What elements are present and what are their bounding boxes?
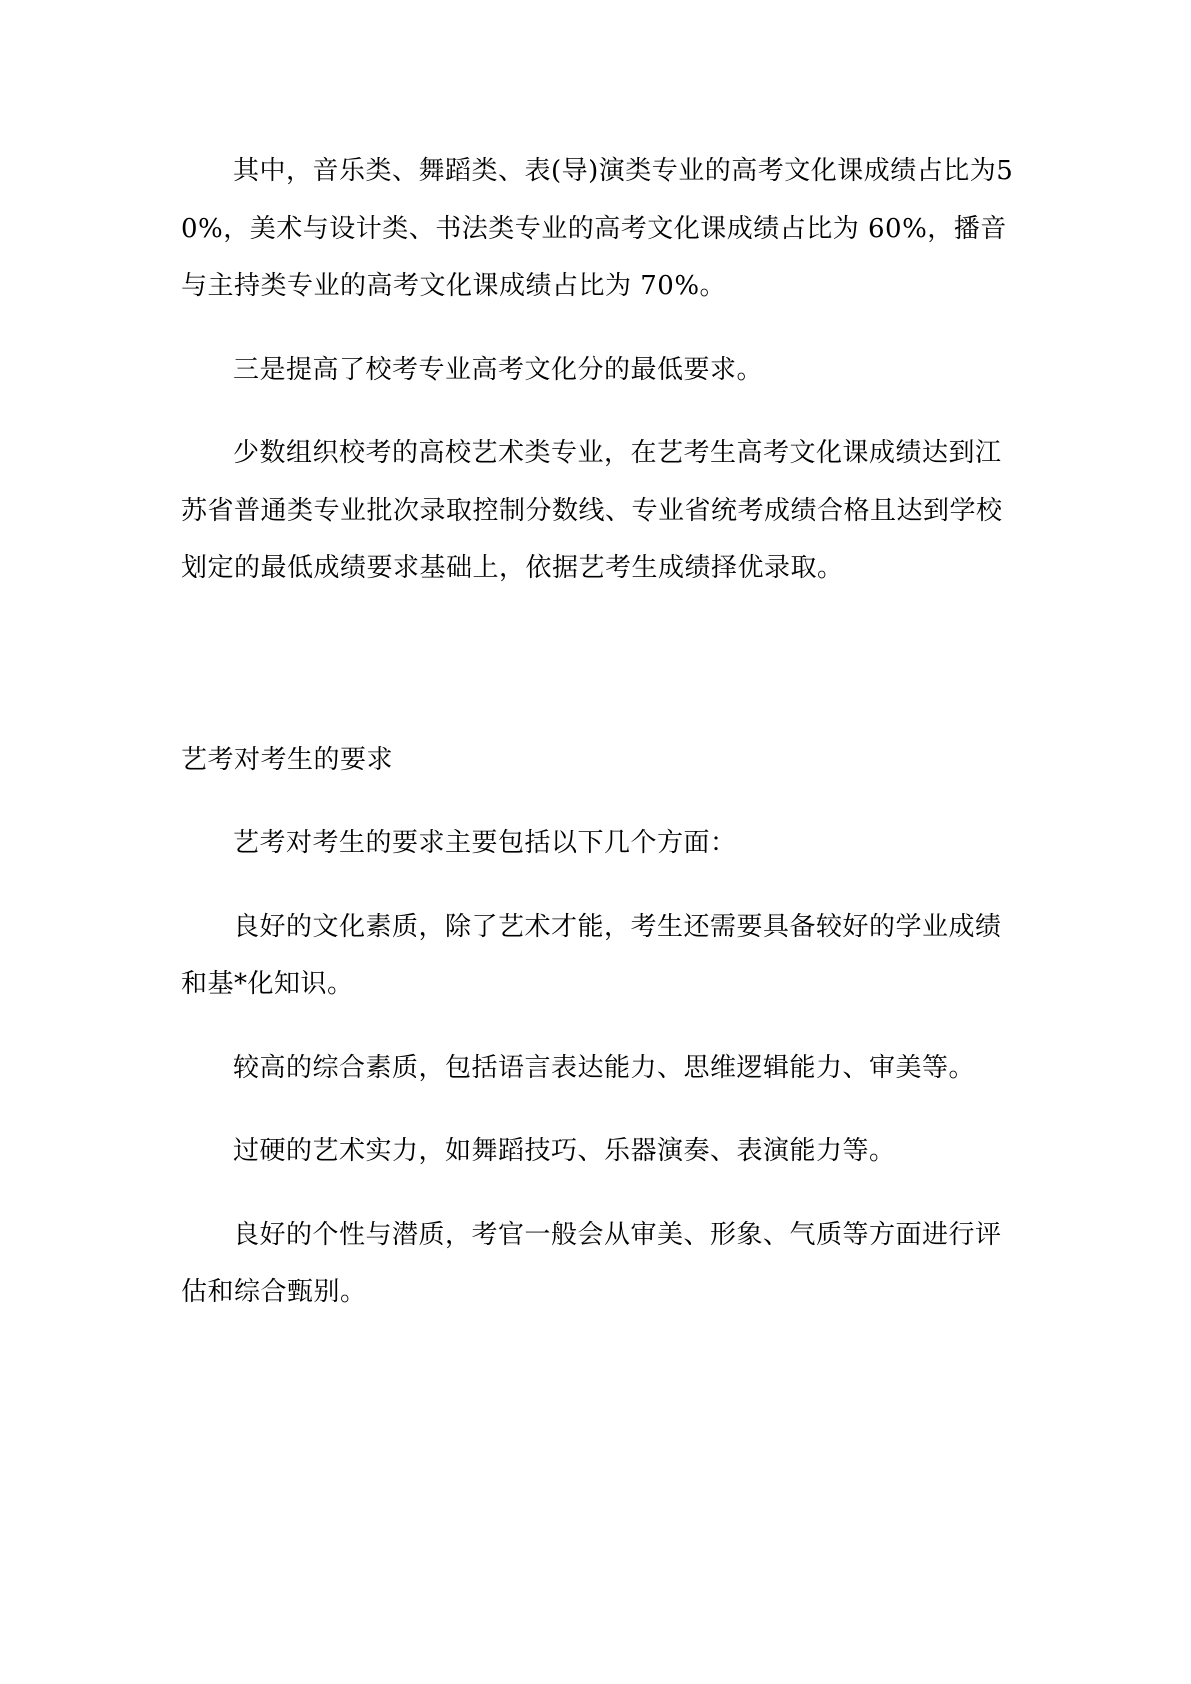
paragraph-culture-quality: 良好的文化素质，除了艺术才能，考生还需要具备较好的学业成绩和基*化知识。 [181, 911, 1002, 999]
section-heading: 艺考对考生的要求 [181, 744, 394, 775]
paragraph-raise-requirement: 三是提高了校考专业高考文化分的最低要求。 [233, 354, 764, 385]
section-spacer [181, 624, 1019, 732]
paragraph-art-strength: 过硬的艺术实力，如舞蹈技巧、乐器演奏、表演能力等。 [233, 1136, 896, 1166]
paragraph-school-exam: 少数组织校考的高校艺术类专业，在艺考生高考文化课成绩达到江苏省普通类专业批次录取控制分数线、专业省统考成绩合格且达到学校划定的最低成绩要求基础上，依据艺考生成绩择优录取。 [181, 438, 1003, 583]
paragraph-intro: 艺考对考生的要求主要包括以下几个方面： [233, 828, 737, 858]
paragraph-score-ratios: 其中，音乐类、舞蹈类、表(导)演类专业的高考文化课成绩占比为50%，美术与设计类、书法类专业的高考文化课成绩占比为 60%，播音与主持类专业的高考文化课成绩占比为 70%。 [181, 156, 1014, 301]
paragraph-personality: 良好的个性与潜质，考官一般会从审美、形象、气质等方面进行评估和综合甄别。 [181, 1219, 1002, 1307]
paragraph-comprehensive-quality: 较高的综合素质，包括语言表达能力、思维逻辑能力、审美等。 [233, 1052, 976, 1083]
document-body [181, 143, 1019, 1348]
